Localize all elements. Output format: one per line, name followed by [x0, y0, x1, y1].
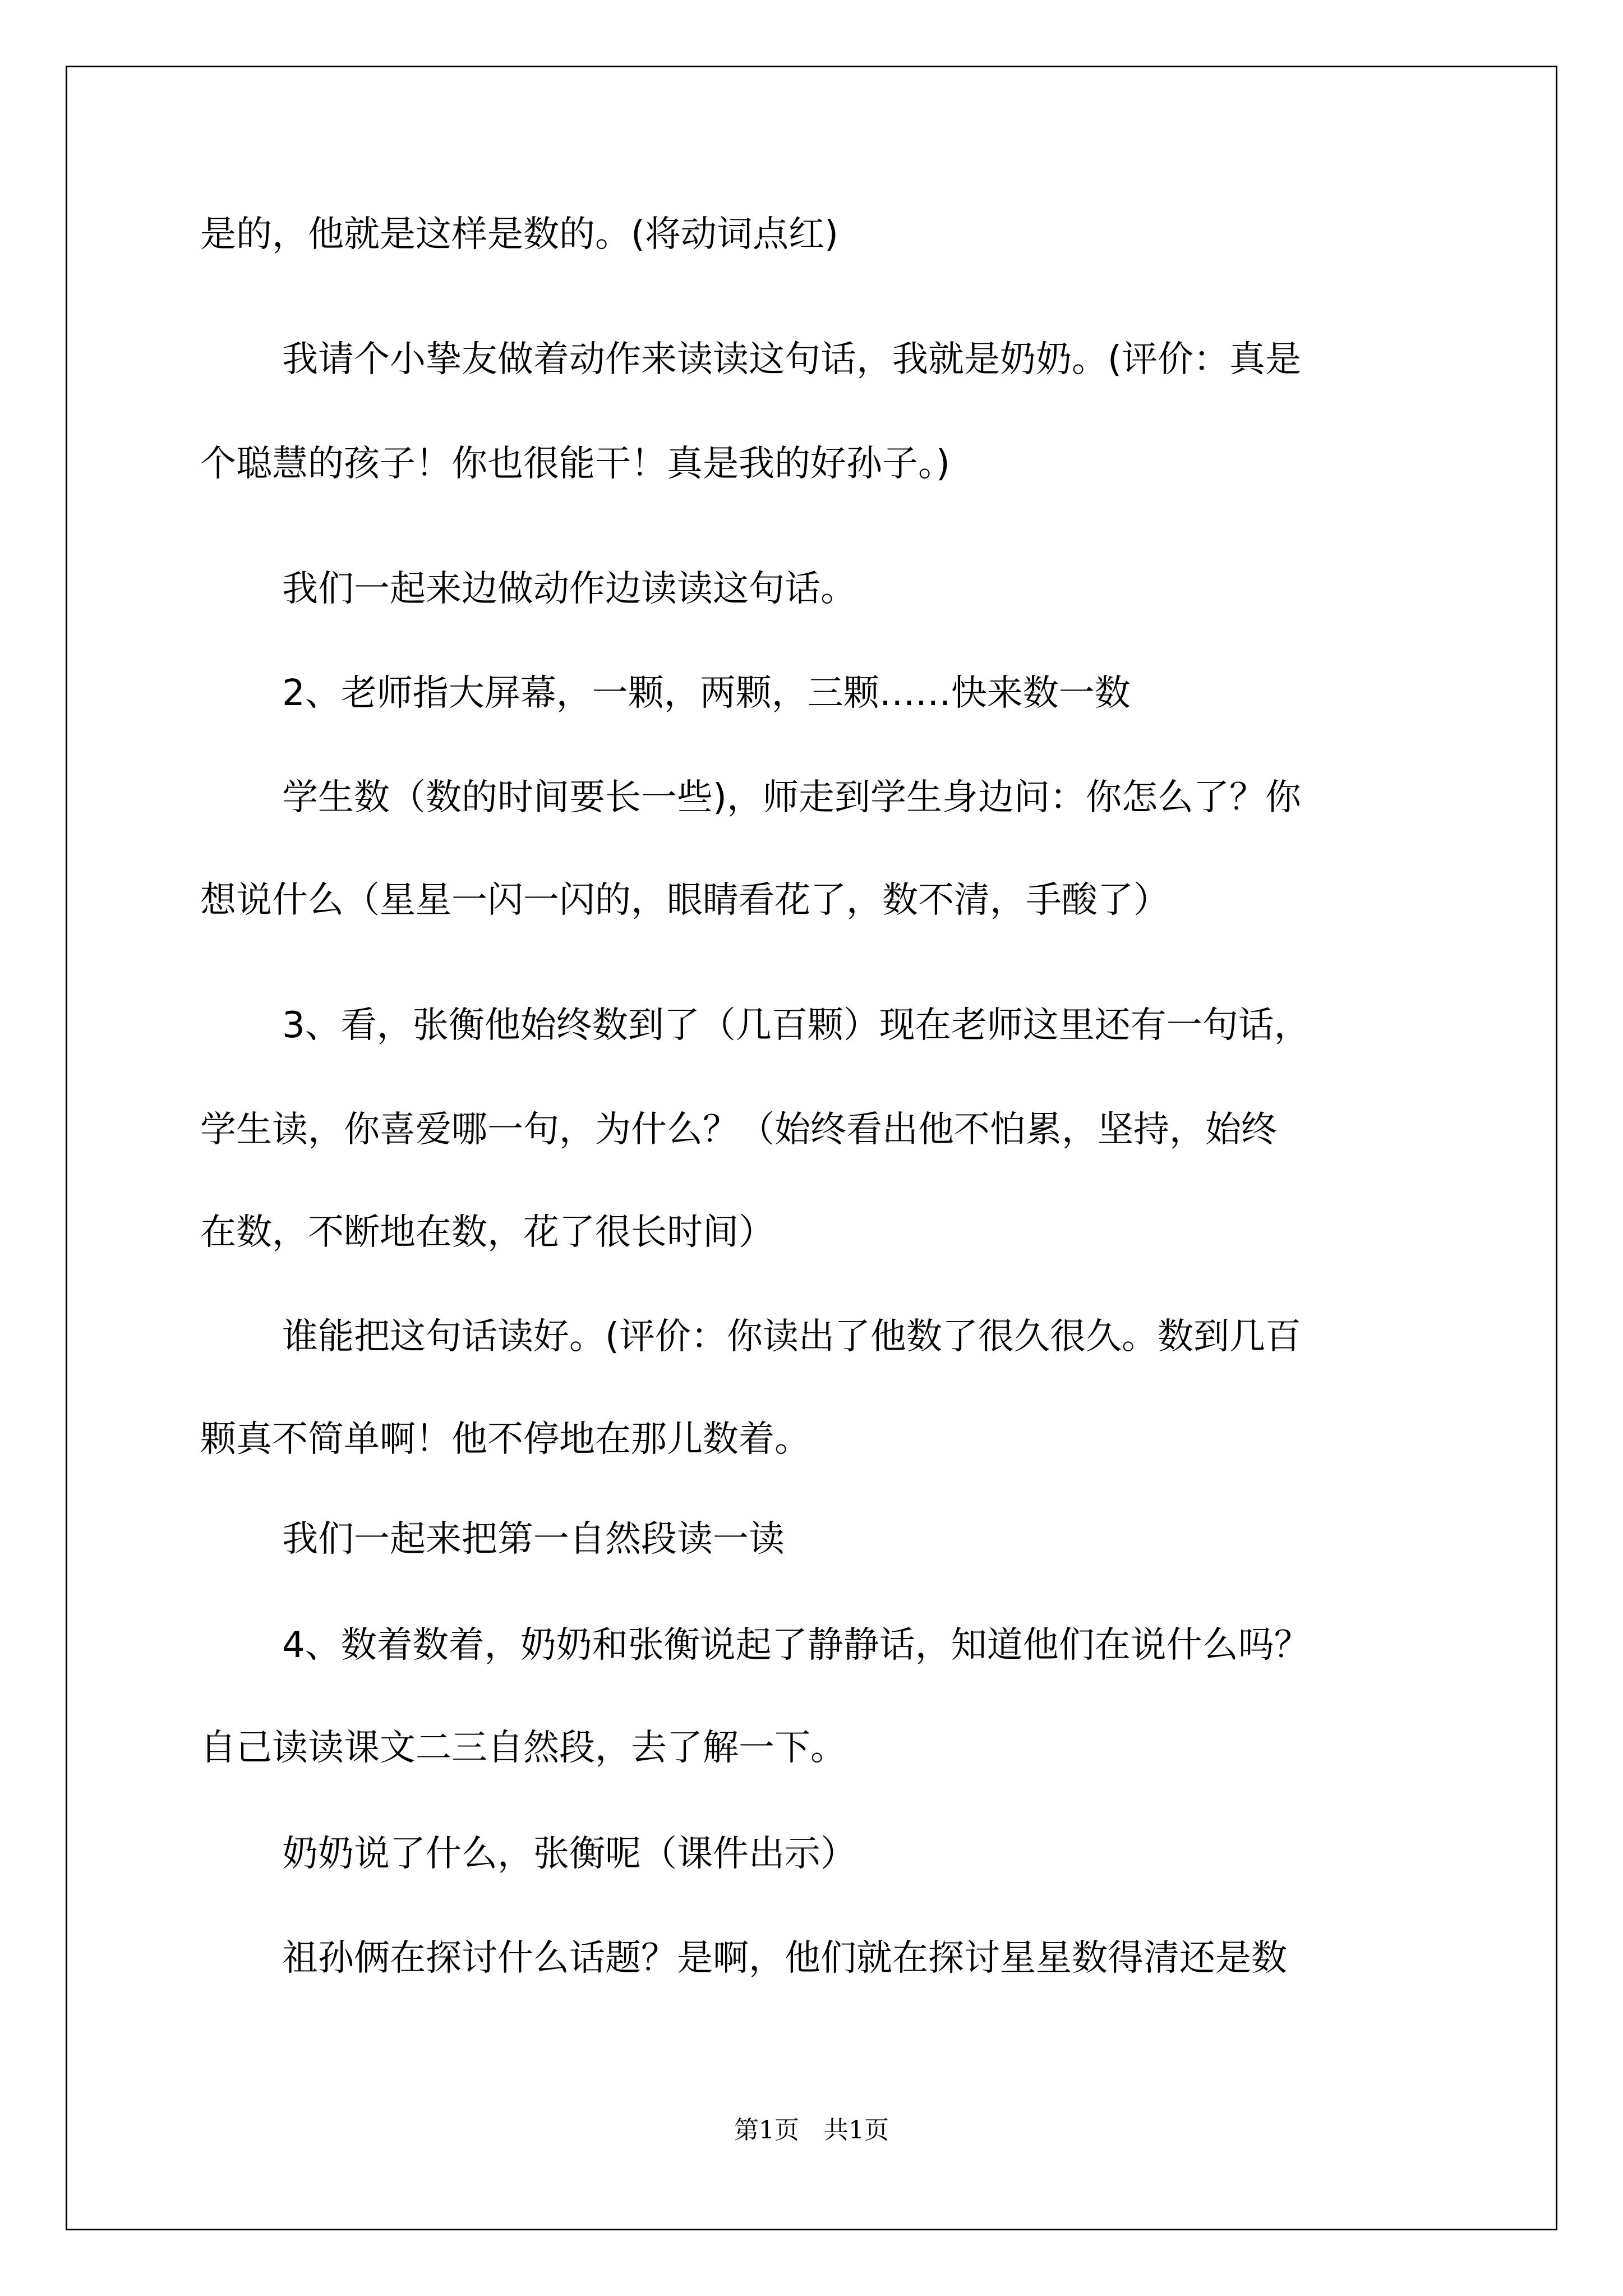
text-line-10: 在数，不断地在数，花了很长时间） — [200, 1212, 774, 1253]
text-line-12: 颗真不简单啊！他不停地在那儿数着。 — [200, 1419, 810, 1460]
text-line-2: 我请个小挚友做着动作来读读这句话，我就是奶奶。(评价：真是 — [282, 339, 1301, 380]
text-line-5: 2、老师指大屏幕，一颗，两颗，三颗……快来数一数 — [282, 673, 1131, 714]
text-line-11: 谁能把这句话读好。(评价：你读出了他数了很久很久。数到几百 — [282, 1316, 1301, 1358]
text-line-16: 奶奶说了什么，张衡呢（课件出示） — [282, 1833, 856, 1875]
text-line-7: 想说什么（星星一闪一闪的，眼睛看花了，数不清，手酸了） — [200, 880, 1169, 921]
text-line-4: 我们一起来边做动作边读读这句话。 — [282, 568, 856, 610]
text-line-8: 3、看，张衡他始终数到了（几百颗）现在老师这里还有一句话， — [282, 1005, 1310, 1046]
page-number-footer: 第1页 共1页 — [734, 2116, 889, 2145]
text-line-13: 我们一起来把第一自然段读一读 — [282, 1519, 785, 1560]
text-line-17: 祖孙俩在探讨什么话题？是啊，他们就在探讨星星数得清还是数 — [282, 1938, 1287, 1979]
text-line-15: 自己读读课文二三自然段，去了解一下。 — [200, 1727, 846, 1769]
text-line-6: 学生数（数的时间要长一些)，师走到学生身边问：你怎么了？你 — [282, 777, 1301, 818]
text-line-9: 学生读，你喜爱哪一句，为什么？（始终看出他不怕累，坚持，始终 — [200, 1109, 1277, 1151]
text-line-1: 是的，他就是这样是数的。(将动词点红) — [200, 214, 838, 255]
text-line-14: 4、数着数着，奶奶和张衡说起了静静话，知道他们在说什么吗？ — [282, 1625, 1310, 1666]
text-line-3: 个聪慧的孩子！你也很能干！真是我的好孙子。) — [200, 443, 950, 485]
